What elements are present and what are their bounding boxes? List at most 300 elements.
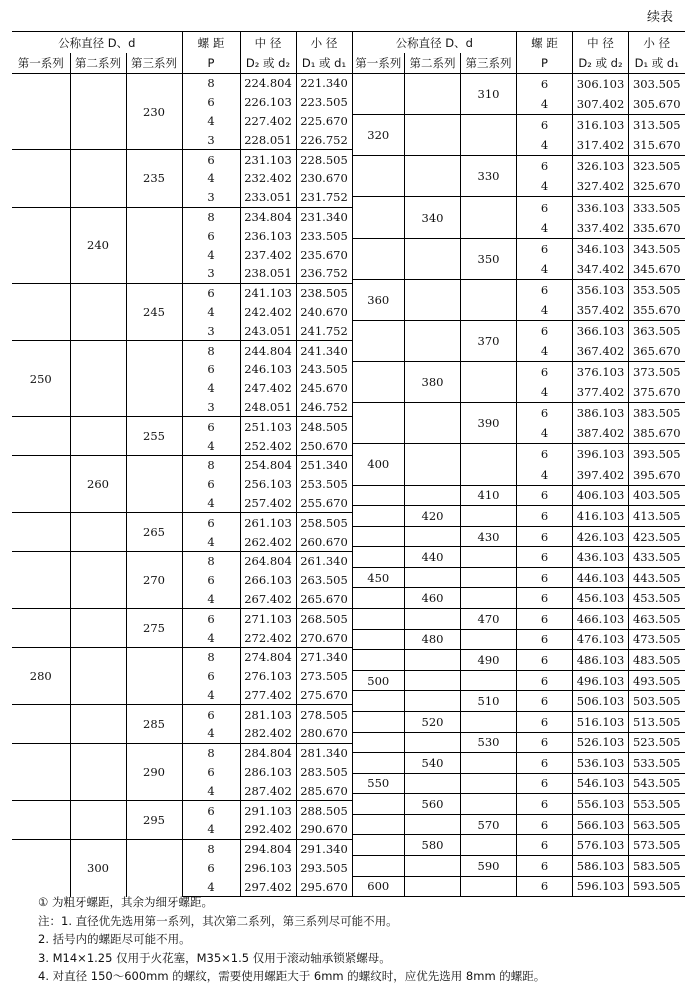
series2-cell: 520 <box>405 711 461 732</box>
pitch-cell: 4 <box>182 686 240 705</box>
series2-cell <box>405 650 461 671</box>
right-table-body <box>353 74 685 897</box>
pitch-cell: 8 <box>182 207 240 226</box>
minor-diameter-cell: 293.505 <box>296 859 352 878</box>
pitch-diameter-cell: 237.402 <box>240 245 296 264</box>
series3-cell: 330 <box>461 156 517 197</box>
minor-diameter-cell: 375.670 <box>629 382 685 403</box>
pitch-cell: 6 <box>517 485 573 506</box>
series3-cell: 270 <box>126 551 182 608</box>
pitch-cell: 6 <box>517 732 573 753</box>
minor-diameter-cell: 245.670 <box>296 379 352 398</box>
pitch-diameter-cell: 436.103 <box>573 547 629 568</box>
series2-cell <box>405 691 461 712</box>
pitch-diameter-cell: 271.103 <box>240 609 296 628</box>
pitch-cell: 4 <box>517 341 573 362</box>
pitch-cell: 3 <box>182 264 240 283</box>
minor-diameter-header: 小 径 <box>296 32 352 54</box>
pitch-cell: 3 <box>182 130 240 149</box>
series2-cell <box>70 743 126 800</box>
series1-cell: 450 <box>353 567 405 588</box>
minor-diameter-cell: 233.505 <box>296 226 352 245</box>
pitch-diameter-cell: 556.103 <box>573 794 629 815</box>
pitch-cell: 4 <box>182 724 240 743</box>
minor-diameter-cell: 333.505 <box>629 197 685 218</box>
series1-cell <box>12 207 70 283</box>
minor-diameter-cell: 290.670 <box>296 820 352 839</box>
series2-cell: 560 <box>405 794 461 815</box>
series3-cell: 490 <box>461 650 517 671</box>
pitch-cell: 6 <box>517 320 573 341</box>
pitch-cell: 6 <box>182 360 240 379</box>
note-3: 3. M14×1.25 仅用于火花塞，M35×1.5 仅用于滚动轴承锁紧螺母。 <box>38 950 391 965</box>
series1-cell <box>353 588 405 609</box>
pitch-cell: 6 <box>182 513 240 532</box>
pitch-diameter-cell: 256.103 <box>240 475 296 494</box>
series2-cell <box>70 74 126 150</box>
series2-cell: 300 <box>70 839 126 896</box>
pitch-diameter-cell: 274.804 <box>240 647 296 666</box>
table-row <box>12 74 352 93</box>
series1-cell <box>12 743 70 800</box>
pitch-cell: 6 <box>182 226 240 245</box>
series1-cell <box>353 547 405 568</box>
pitch-cell: 6 <box>517 588 573 609</box>
table-row <box>353 403 685 424</box>
pitch-diameter-header: 中 径 <box>240 32 296 54</box>
pitch-diameter-cell: 297.402 <box>240 877 296 896</box>
series1-cell <box>12 705 70 744</box>
series3-cell: 295 <box>126 801 182 840</box>
pitch-cell: 4 <box>182 245 240 264</box>
pitch-cell: 4 <box>182 532 240 551</box>
pitch-cell: 6 <box>182 417 240 436</box>
pitch-cell: 6 <box>182 475 240 494</box>
series3-cell: 590 <box>461 855 517 876</box>
pitch-cell: 6 <box>517 279 573 300</box>
series1-cell <box>353 485 405 506</box>
pitch-diameter-cell: 252.402 <box>240 436 296 455</box>
series1-cell <box>12 283 70 340</box>
pitch-cell: 4 <box>182 628 240 647</box>
table-row <box>353 814 685 835</box>
pitch-cell: 6 <box>517 506 573 527</box>
minor-diameter-cell: 248.505 <box>296 417 352 436</box>
pitch-diameter-cell: 262.402 <box>240 532 296 551</box>
table-row <box>353 609 685 630</box>
table-row <box>12 705 352 724</box>
series3-cell <box>461 670 517 691</box>
pitch-cell: 6 <box>517 794 573 815</box>
pitch-diameter-cell: 254.804 <box>240 455 296 474</box>
pitch-diameter-cell: 336.103 <box>573 197 629 218</box>
table-row <box>353 115 685 136</box>
left-thread-table <box>12 31 353 897</box>
series3-cell: 265 <box>126 513 182 552</box>
series1-cell <box>353 794 405 815</box>
minor-diameter-cell: 345.670 <box>629 259 685 280</box>
pitch-cell: 4 <box>517 464 573 485</box>
note-1: 注：1. 直径优先选用第一系列，其次第二系列，第三系列尽可能不用。 <box>38 913 398 928</box>
series1-cell <box>12 417 70 456</box>
series3-cell <box>461 773 517 794</box>
series1-cell: 600 <box>353 876 405 897</box>
pitch-diameter-cell: 416.103 <box>573 506 629 527</box>
table-row <box>12 801 352 820</box>
minor-diameter-cell: 423.505 <box>629 526 685 547</box>
series2-cell: 480 <box>405 629 461 650</box>
minor-diameter-cell: 365.670 <box>629 341 685 362</box>
pitch-cell: 4 <box>182 877 240 896</box>
minor-diameter-cell: 258.505 <box>296 513 352 532</box>
series1-cell <box>353 320 405 361</box>
series2-cell <box>405 279 461 320</box>
table-row <box>12 417 352 436</box>
pitch-diameter-cell: 242.402 <box>240 303 296 322</box>
minor-diameter-cell: 223.505 <box>296 93 352 112</box>
table-row <box>12 743 352 762</box>
pitch-diameter-cell: 496.103 <box>573 670 629 691</box>
pitch-cell: 4 <box>517 135 573 156</box>
minor-diameter-cell: 240.670 <box>296 303 352 322</box>
minor-diameter-cell: 235.670 <box>296 245 352 264</box>
minor-diameter-cell: 288.505 <box>296 801 352 820</box>
series3-cell: 310 <box>461 74 517 115</box>
pitch-cell: 6 <box>517 629 573 650</box>
minor-diameter-cell: 543.505 <box>629 773 685 794</box>
pitch-diameter-cell: 231.103 <box>240 150 296 169</box>
series3-cell <box>461 588 517 609</box>
minor-diameter-cell: 283.505 <box>296 763 352 782</box>
series2-cell <box>405 773 461 794</box>
pitch-cell: 6 <box>517 650 573 671</box>
pitch-diameter-cell: 476.103 <box>573 629 629 650</box>
minor-diameter-cell: 513.505 <box>629 711 685 732</box>
series3-cell <box>461 835 517 856</box>
minor-diameter-cell: 241.340 <box>296 341 352 360</box>
minor-diameter-cell: 250.670 <box>296 436 352 455</box>
table-row <box>12 283 352 302</box>
nominal-diameter-header-right: 公称直径 D、d <box>395 35 473 50</box>
pitch-diameter-cell: 356.103 <box>573 279 629 300</box>
pitch-cell: 6 <box>182 571 240 590</box>
series3-cell <box>461 753 517 774</box>
series2-cell <box>70 417 126 456</box>
series1-cell: 550 <box>353 773 405 794</box>
series2-cell <box>405 855 461 876</box>
series2-cell: 260 <box>70 455 126 512</box>
series3-cell <box>461 794 517 815</box>
series1-cell <box>353 238 405 279</box>
pitch-cell: 4 <box>182 169 240 188</box>
table-row <box>353 506 685 527</box>
minor-diameter-cell: 353.505 <box>629 279 685 300</box>
thread-dimension-tables <box>12 31 685 897</box>
series1-cell <box>12 801 70 840</box>
series1-cell: 400 <box>353 444 405 485</box>
series3-cell: 510 <box>461 691 517 712</box>
minor-diameter-cell: 503.505 <box>629 691 685 712</box>
table-row <box>353 485 685 506</box>
minor-diameter-cell: 393.505 <box>629 444 685 465</box>
series2-cell <box>70 283 126 340</box>
pitch-diameter-cell: 266.103 <box>240 571 296 590</box>
series1-cell <box>12 74 70 150</box>
minor-diameter-cell: 263.505 <box>296 571 352 590</box>
pitch-diameter-cell: 316.103 <box>573 115 629 136</box>
pitch-diameter-cell: 282.402 <box>240 724 296 743</box>
pitch-cell: 6 <box>517 753 573 774</box>
pitch-diameter-cell: 234.804 <box>240 207 296 226</box>
minor-diameter-symbol-right: D₁ 或 d₁ <box>629 53 685 74</box>
pitch-cell: 4 <box>517 218 573 239</box>
series1-cell <box>353 609 405 630</box>
table-row <box>353 588 685 609</box>
series1-cell: 320 <box>353 115 405 156</box>
pitch-diameter-cell: 238.051 <box>240 264 296 283</box>
minor-diameter-cell: 323.505 <box>629 156 685 177</box>
pitch-cell: 4 <box>517 382 573 403</box>
pitch-cell: 8 <box>182 647 240 666</box>
pitch-cell: 6 <box>517 670 573 691</box>
pitch-diameter-cell: 347.402 <box>573 259 629 280</box>
table-row <box>12 341 352 360</box>
table-row <box>353 835 685 856</box>
series2-cell: 580 <box>405 835 461 856</box>
pitch-diameter-cell: 233.051 <box>240 188 296 207</box>
series3-cell: 275 <box>126 609 182 648</box>
minor-diameter-cell: 395.670 <box>629 464 685 485</box>
pitch-cell: 4 <box>182 494 240 513</box>
pitch-cell: 4 <box>182 379 240 398</box>
pitch-cell: 6 <box>517 855 573 876</box>
pitch-cell: 8 <box>182 551 240 570</box>
minor-diameter-cell: 285.670 <box>296 781 352 800</box>
pitch-diameter-cell: 276.103 <box>240 667 296 686</box>
pitch-cell: 6 <box>517 567 573 588</box>
series1-cell <box>12 150 70 207</box>
continued-label: 续表 <box>646 10 673 25</box>
pitch-diameter-cell: 291.103 <box>240 801 296 820</box>
pitch-diameter-cell: 246.103 <box>240 360 296 379</box>
pitch-diameter-cell: 228.051 <box>240 130 296 149</box>
table-row <box>353 753 685 774</box>
minor-diameter-cell: 315.670 <box>629 135 685 156</box>
series3-cell <box>126 455 182 512</box>
minor-diameter-cell: 241.752 <box>296 321 352 340</box>
table-row <box>353 670 685 691</box>
notes <box>38 893 545 986</box>
minor-diameter-cell: 253.505 <box>296 475 352 494</box>
pitch-cell: 6 <box>517 115 573 136</box>
pitch-diameter-cell: 396.103 <box>573 444 629 465</box>
pitch-cell: 8 <box>182 341 240 360</box>
series3-cell: 370 <box>461 320 517 361</box>
series1-cell <box>353 197 405 238</box>
series2-cell <box>405 732 461 753</box>
series2-header-right: 第二系列 <box>405 53 461 74</box>
pitch-diameter-cell: 292.402 <box>240 820 296 839</box>
right-thread-table <box>353 31 685 897</box>
pitch-cell: 3 <box>182 398 240 417</box>
minor-diameter-cell: 260.670 <box>296 532 352 551</box>
series3-cell <box>461 547 517 568</box>
series3-cell <box>461 115 517 156</box>
series3-cell: 530 <box>461 732 517 753</box>
series3-cell <box>461 711 517 732</box>
minor-diameter-cell: 236.752 <box>296 264 352 283</box>
minor-diameter-cell: 280.670 <box>296 724 352 743</box>
pitch-diameter-header-right: 中 径 <box>573 32 629 54</box>
minor-diameter-cell: 523.505 <box>629 732 685 753</box>
series2-cell <box>405 320 461 361</box>
pitch-header: 螺 距 <box>182 32 240 54</box>
minor-diameter-cell: 355.670 <box>629 300 685 321</box>
series2-cell <box>405 403 461 444</box>
pitch-cell: 6 <box>182 705 240 724</box>
pitch-diameter-cell: 286.103 <box>240 763 296 782</box>
series3-cell: 410 <box>461 485 517 506</box>
pitch-diameter-cell: 236.103 <box>240 226 296 245</box>
series1-cell <box>12 839 70 896</box>
minor-diameter-cell: 573.505 <box>629 835 685 856</box>
pitch-diameter-cell: 251.103 <box>240 417 296 436</box>
table-row <box>353 74 685 95</box>
pitch-diameter-cell: 248.051 <box>240 398 296 417</box>
pitch-cell: 6 <box>517 362 573 383</box>
pitch-cell: 6 <box>182 150 240 169</box>
pitch-diameter-cell: 526.103 <box>573 732 629 753</box>
pitch-diameter-cell: 277.402 <box>240 686 296 705</box>
pitch-diameter-cell: 456.103 <box>573 588 629 609</box>
note-2: 2. 括号内的螺距尽可能不用。 <box>38 932 191 946</box>
series1-cell <box>353 711 405 732</box>
minor-diameter-cell: 453.505 <box>629 588 685 609</box>
series2-cell: 380 <box>405 362 461 403</box>
series1-cell <box>353 753 405 774</box>
minor-diameter-cell: 403.505 <box>629 485 685 506</box>
series1-cell <box>12 513 70 552</box>
pitch-cell: 4 <box>517 300 573 321</box>
table-row <box>12 513 352 532</box>
pitch-cell: 4 <box>182 303 240 322</box>
series3-cell: 390 <box>461 403 517 444</box>
minor-diameter-cell: 251.340 <box>296 455 352 474</box>
pitch-diameter-cell: 226.103 <box>240 93 296 112</box>
series3-cell <box>461 362 517 403</box>
pitch-cell: 6 <box>182 801 240 820</box>
minor-diameter-cell: 261.340 <box>296 551 352 570</box>
pitch-diameter-cell: 326.103 <box>573 156 629 177</box>
minor-diameter-cell: 221.340 <box>296 74 352 93</box>
series3-cell <box>461 567 517 588</box>
series2-cell: 240 <box>70 207 126 283</box>
minor-diameter-cell: 303.505 <box>629 74 685 95</box>
series3-cell: 570 <box>461 814 517 835</box>
series1-cell <box>353 156 405 197</box>
minor-diameter-cell: 553.505 <box>629 794 685 815</box>
series1-cell <box>353 835 405 856</box>
minor-diameter-cell: 255.670 <box>296 494 352 513</box>
pitch-diameter-cell: 272.402 <box>240 628 296 647</box>
series2-cell <box>70 513 126 552</box>
minor-diameter-cell: 313.505 <box>629 115 685 136</box>
series1-cell <box>353 650 405 671</box>
minor-diameter-cell: 230.670 <box>296 169 352 188</box>
series2-cell: 340 <box>405 197 461 238</box>
pitch-diameter-cell: 377.402 <box>573 382 629 403</box>
series2-cell <box>70 647 126 704</box>
series1-cell <box>353 629 405 650</box>
pitch-diameter-cell: 376.103 <box>573 362 629 383</box>
table-row <box>12 150 352 169</box>
series3-cell: 245 <box>126 283 182 340</box>
pitch-diameter-cell: 261.103 <box>240 513 296 532</box>
table-row <box>12 551 352 570</box>
series2-cell <box>70 609 126 648</box>
minor-diameter-cell: 443.505 <box>629 567 685 588</box>
table-row <box>353 629 685 650</box>
pitch-cell: 3 <box>182 321 240 340</box>
minor-diameter-header-right: 小 径 <box>629 32 685 54</box>
minor-diameter-cell: 225.670 <box>296 112 352 131</box>
minor-diameter-cell: 593.505 <box>629 876 685 897</box>
pitch-diameter-cell: 337.402 <box>573 218 629 239</box>
pitch-diameter-cell: 366.103 <box>573 320 629 341</box>
table-row <box>353 362 685 383</box>
pitch-cell: 6 <box>182 667 240 686</box>
pitch-cell: 4 <box>517 259 573 280</box>
pitch-diameter-cell: 357.402 <box>573 300 629 321</box>
pitch-cell: 6 <box>517 238 573 259</box>
series1-cell <box>353 74 405 115</box>
series2-cell <box>405 115 461 156</box>
series1-cell <box>353 526 405 547</box>
table-row <box>353 197 685 218</box>
table-row <box>12 839 352 858</box>
pitch-cell: 6 <box>517 835 573 856</box>
minor-diameter-cell: 295.670 <box>296 877 352 896</box>
table-row <box>353 567 685 588</box>
pitch-diameter-cell: 346.103 <box>573 238 629 259</box>
series3-cell: 235 <box>126 150 182 207</box>
pitch-diameter-cell: 566.103 <box>573 814 629 835</box>
pitch-diameter-cell: 536.103 <box>573 753 629 774</box>
series2-cell <box>405 444 461 485</box>
series2-cell <box>405 238 461 279</box>
pitch-cell: 6 <box>517 773 573 794</box>
series3-header: 第三系列 <box>126 53 182 74</box>
table-row <box>353 794 685 815</box>
pitch-cell: 6 <box>182 93 240 112</box>
table-row <box>353 855 685 876</box>
series2-header: 第二系列 <box>70 53 126 74</box>
pitch-diameter-cell: 306.103 <box>573 74 629 95</box>
series1-cell <box>353 403 405 444</box>
pitch-diameter-cell: 586.103 <box>573 855 629 876</box>
series3-cell: 470 <box>461 609 517 630</box>
pitch-cell: 6 <box>517 156 573 177</box>
pitch-diameter-cell: 327.402 <box>573 176 629 197</box>
table-row <box>353 773 685 794</box>
pitch-cell: 6 <box>517 444 573 465</box>
pitch-diameter-cell: 257.402 <box>240 494 296 513</box>
minor-diameter-cell: 271.340 <box>296 647 352 666</box>
series1-cell <box>353 732 405 753</box>
table-row <box>353 238 685 259</box>
series3-cell <box>461 197 517 238</box>
pitch-cell: 4 <box>182 820 240 839</box>
